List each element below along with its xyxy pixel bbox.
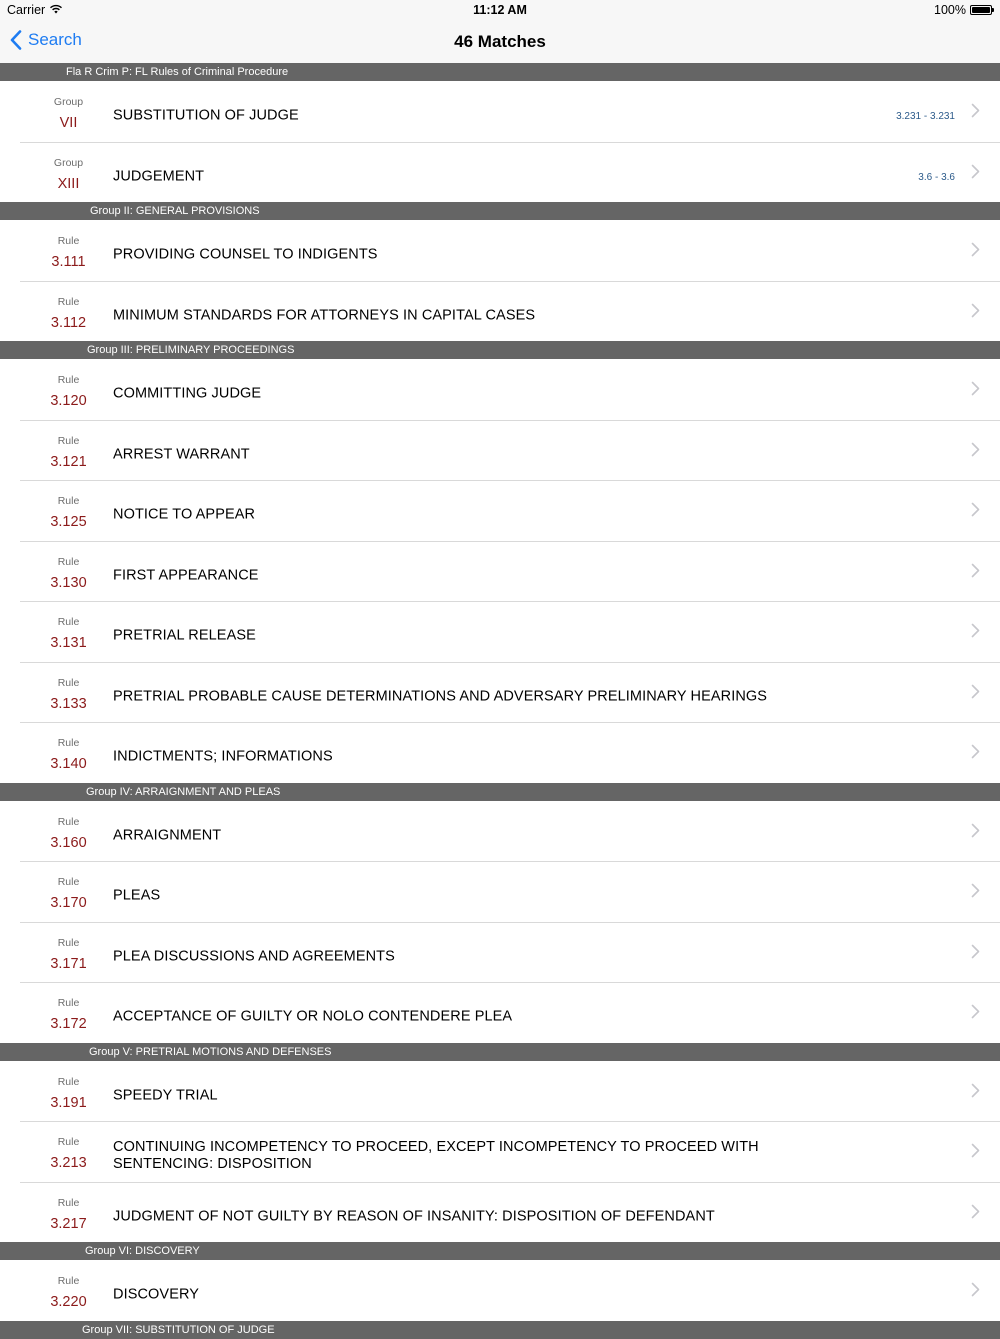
item-title: FIRST APPEARANCE — [113, 567, 259, 584]
section-header: Group VII: SUBSTITUTION OF JUDGE — [0, 1321, 1000, 1339]
list-item[interactable] — [0, 541, 1000, 602]
chevron-right-icon — [971, 944, 980, 964]
item-title: NOTICE TO APPEAR — [113, 506, 256, 523]
carrier-label: Carrier — [7, 3, 46, 17]
item-range: 3.6 - 3.6 — [918, 171, 955, 183]
navigation-bar — [0, 20, 1000, 63]
back-button-label: Search — [28, 30, 82, 49]
item-number: 3.191 — [50, 1094, 87, 1111]
list-item[interactable] — [0, 281, 1000, 342]
list-item[interactable] — [0, 1260, 1000, 1321]
item-type-label: Rule — [57, 295, 80, 308]
item-type-label: Rule — [57, 434, 80, 447]
page-title: 46 Matches — [454, 32, 546, 51]
item-number: 3.217 — [50, 1215, 87, 1232]
item-type-label: Rule — [57, 815, 80, 828]
item-type-label: Group — [53, 156, 84, 169]
chevron-right-icon — [971, 883, 980, 903]
status-right — [934, 3, 992, 17]
item-type-label: Group — [53, 96, 84, 108]
item-type-label: Rule — [57, 1196, 80, 1209]
chevron-right-icon — [971, 1004, 980, 1024]
status-time: 11:12 AM — [473, 3, 527, 17]
item-title: COMMITTING JUDGE — [113, 385, 262, 402]
item-number: 3.140 — [50, 756, 87, 772]
results-list[interactable] — [0, 63, 1000, 1339]
list-item[interactable] — [0, 81, 1000, 142]
chevron-right-icon — [971, 623, 980, 643]
item-title: PROVIDING COUNSEL TO INDIGENTS — [113, 246, 378, 263]
item-title: PLEAS — [113, 887, 161, 904]
battery-icon — [970, 5, 992, 15]
chevron-right-icon — [971, 502, 980, 522]
chevron-right-icon — [971, 381, 980, 401]
item-number: 3.125 — [50, 514, 87, 530]
item-type-label: Rule — [57, 997, 80, 1009]
list-item[interactable] — [0, 359, 1000, 420]
item-type-label: Rule — [57, 676, 80, 689]
item-range: 3.231 - 3.231 — [896, 111, 955, 122]
chevron-right-icon — [971, 684, 980, 704]
list-item[interactable] — [0, 722, 1000, 783]
item-number: 3.130 — [50, 574, 87, 591]
item-number: 3.133 — [50, 695, 87, 712]
battery-percent: 100% — [934, 3, 966, 17]
chevron-right-icon — [971, 442, 980, 462]
chevron-right-icon — [971, 563, 980, 583]
section-header: Fla R Crim P: FL Rules of Criminal Procedure — [0, 63, 1000, 81]
list-item[interactable] — [0, 480, 1000, 541]
item-number: 3.220 — [50, 1294, 87, 1310]
chevron-right-icon — [971, 1143, 980, 1163]
item-title: DISCOVERY — [113, 1286, 200, 1303]
item-title: JUDGEMENT — [113, 168, 205, 185]
chevron-right-icon — [971, 164, 980, 184]
list-item[interactable] — [0, 220, 1000, 281]
item-number: XIII — [57, 175, 80, 192]
chevron-right-icon — [971, 1282, 980, 1302]
item-type-label: Rule — [57, 936, 80, 949]
chevron-right-icon — [971, 303, 980, 323]
item-title: ARRAIGNMENT — [113, 827, 222, 844]
list-item[interactable] — [0, 662, 1000, 723]
item-number: 3.111 — [51, 254, 86, 270]
item-title: JUDGMENT OF NOT GUILTY BY REASON OF INSANITY: DISPOSITION OF DEFENDANT — [113, 1208, 715, 1225]
item-type-label: Rule — [57, 374, 80, 386]
chevron-right-icon — [971, 242, 980, 262]
list-item[interactable] — [0, 1061, 1000, 1122]
item-number: 3.160 — [50, 834, 87, 851]
item-title: PRETRIAL RELEASE — [113, 627, 256, 644]
item-title: PRETRIAL PROBABLE CAUSE DETERMINATIONS AND ADVERSARY PRELIMINARY HEARINGS — [113, 688, 768, 705]
item-number: 3.120 — [50, 393, 87, 409]
item-title: ACCEPTANCE OF GUILTY OR NOLO CONTENDERE PLEA — [113, 1008, 513, 1025]
item-number: 3.112 — [50, 314, 87, 331]
item-number: 3.131 — [50, 635, 87, 651]
list-item[interactable] — [0, 922, 1000, 983]
item-number: 3.121 — [50, 453, 87, 470]
item-title: MINIMUM STANDARDS FOR ATTORNEYS IN CAPITAL CASES — [113, 307, 536, 324]
list-item[interactable] — [0, 982, 1000, 1043]
item-title: CONTINUING INCOMPETENCY TO PROCEED, EXCEPT INCOMPETENCY TO PROCEED WITH SENTENCING: DISPOSITION — [113, 1139, 759, 1173]
chevron-right-icon — [971, 103, 980, 123]
list-item[interactable] — [0, 861, 1000, 922]
list-item[interactable] — [0, 1121, 1000, 1182]
item-title: INDICTMENTS; INFORMATIONS — [113, 748, 333, 765]
chevron-right-icon — [971, 744, 980, 764]
item-number: 3.170 — [50, 895, 87, 911]
item-type-label: Rule — [57, 876, 80, 888]
section-header: Group III: PRELIMINARY PROCEEDINGS — [0, 341, 1000, 359]
item-type-label: Rule — [57, 235, 80, 247]
chevron-right-icon — [971, 1083, 980, 1103]
item-type-label: Rule — [57, 495, 80, 507]
section-header: Group V: PRETRIAL MOTIONS AND DEFENSES — [0, 1043, 1000, 1061]
section-header: Group VI: DISCOVERY — [0, 1242, 1000, 1260]
item-number: VII — [59, 115, 78, 131]
item-type-label: Rule — [57, 555, 80, 568]
item-type-label: Rule — [57, 1136, 80, 1148]
item-title: ARREST WARRANT — [113, 446, 250, 463]
item-type-label: Rule — [57, 616, 80, 628]
list-item[interactable] — [0, 601, 1000, 662]
list-item[interactable] — [0, 1182, 1000, 1243]
item-number: 3.172 — [50, 1016, 87, 1032]
item-title: SPEEDY TRIAL — [113, 1087, 218, 1104]
item-type-label: Rule — [57, 1075, 80, 1088]
item-type-label: Rule — [57, 1275, 80, 1287]
item-title: PLEA DISCUSSIONS AND AGREEMENTS — [113, 948, 395, 965]
section-header: Group II: GENERAL PROVISIONS — [0, 202, 1000, 220]
item-title: SUBSTITUTION OF JUDGE — [113, 107, 299, 124]
chevron-right-icon — [971, 823, 980, 843]
list-item[interactable] — [0, 142, 1000, 203]
chevron-right-icon — [971, 1204, 980, 1224]
item-number: 3.213 — [50, 1155, 87, 1171]
section-header: Group IV: ARRAIGNMENT AND PLEAS — [0, 783, 1000, 801]
status-bar — [0, 0, 1000, 20]
list-item[interactable] — [0, 420, 1000, 481]
item-type-label: Rule — [57, 737, 80, 749]
item-number: 3.171 — [50, 955, 87, 972]
list-item[interactable] — [0, 801, 1000, 862]
